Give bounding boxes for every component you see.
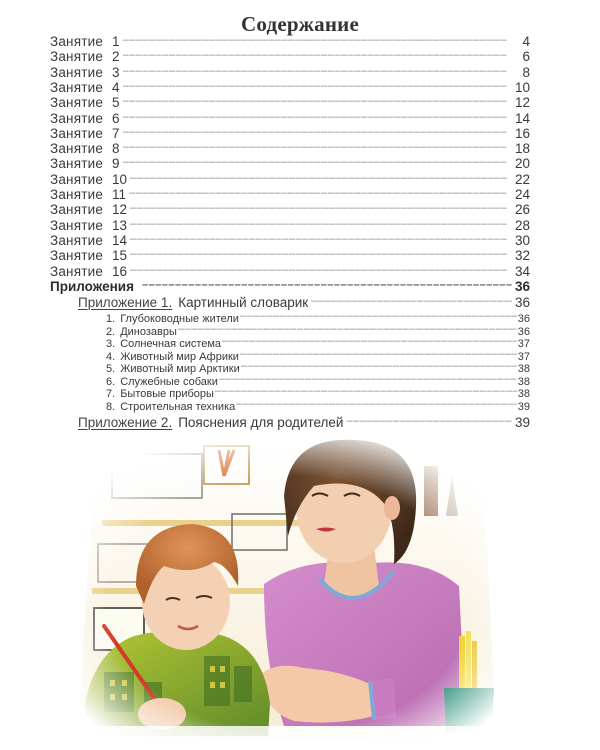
entry-label: Занятие xyxy=(50,232,104,248)
subentry-label: Глубоководные жители xyxy=(120,313,239,325)
entry-page: 36 xyxy=(514,279,530,294)
dot-leader xyxy=(130,247,507,262)
entry-number: 16 xyxy=(112,263,128,279)
dot-leader xyxy=(130,232,507,247)
dot-leader xyxy=(123,33,507,48)
entry-number: 5 xyxy=(112,95,120,111)
toc-entry-lesson-13[interactable] xyxy=(50,218,530,233)
toc-entry-lesson-6[interactable] xyxy=(50,111,530,126)
entry-label: Занятие xyxy=(50,64,104,80)
subentry-label: Животный мир Арктики xyxy=(120,363,240,375)
dot-leader xyxy=(311,293,512,309)
dot-leader xyxy=(346,413,512,429)
entry-page: 36 xyxy=(514,295,530,310)
toc-entry-lesson-1[interactable] xyxy=(50,34,530,49)
subentry-page: 38 xyxy=(517,363,530,375)
toc-entry-appendix-2[interactable] xyxy=(78,415,530,431)
subentry-label: Динозавры xyxy=(120,325,177,338)
entry-number: 9 xyxy=(112,156,120,172)
dot-leader xyxy=(123,110,507,125)
entry-label: Занятие xyxy=(50,171,104,187)
toc-entry-lesson-15[interactable] xyxy=(50,248,530,263)
dot-leader xyxy=(130,263,507,278)
subentry-index: 3. xyxy=(106,338,116,350)
toc-entry-lesson-5[interactable] xyxy=(50,95,530,110)
entry-page: 4 xyxy=(522,34,530,49)
entry-label: Занятие xyxy=(50,217,104,233)
toc-entry-lesson-3[interactable] xyxy=(50,65,530,80)
subentry-index: 8. xyxy=(106,400,116,413)
entry-page: 34 xyxy=(514,263,530,279)
appendix-2-link[interactable]: Приложение 2. xyxy=(78,415,173,430)
entry-number: 15 xyxy=(112,248,128,264)
toc-entry-lesson-7[interactable] xyxy=(50,126,530,141)
dot-leader xyxy=(130,171,507,186)
entry-label: Занятие xyxy=(50,202,104,218)
dot-leader xyxy=(123,155,507,170)
subentry-label: Солнечная система xyxy=(120,338,222,350)
subentry-page: 37 xyxy=(517,350,530,363)
page-title: Содержание xyxy=(241,12,359,36)
entry-page: 16 xyxy=(514,125,530,141)
subentry-index: 7. xyxy=(106,388,116,400)
entry-page: 28 xyxy=(514,217,530,233)
entry-page: 26 xyxy=(514,202,530,218)
subentry-page: 37 xyxy=(517,338,530,350)
subentry-label: Служебные собаки xyxy=(120,375,218,388)
subentry-page: 38 xyxy=(517,375,530,388)
toc-entry-lesson-10[interactable] xyxy=(50,172,530,187)
dot-leader xyxy=(123,125,507,140)
toc-entry-lesson-11[interactable] xyxy=(50,187,530,202)
toc-subentry-8[interactable] xyxy=(106,401,530,414)
entry-number: 11 xyxy=(112,187,127,202)
entry-page: 18 xyxy=(514,141,530,157)
toc-entry-lesson-4[interactable] xyxy=(50,80,530,95)
entry-page: 12 xyxy=(514,95,530,111)
entry-number: 12 xyxy=(112,202,128,218)
dot-leader xyxy=(222,335,517,348)
dot-leader xyxy=(123,140,507,155)
appendix-1-link[interactable]: Приложение 1. xyxy=(78,295,173,310)
entry-page: 8 xyxy=(522,64,530,80)
entry-page: 22 xyxy=(514,171,530,187)
entry-label: Занятие xyxy=(50,263,104,279)
entry-number: 13 xyxy=(112,217,128,233)
subentry-index: 6. xyxy=(106,375,116,388)
subentry-label: Бытовые приборы xyxy=(120,388,214,400)
entry-number: 2 xyxy=(112,49,120,65)
dot-leader xyxy=(215,385,517,398)
entry-page: 24 xyxy=(514,187,530,202)
entry-label: Занятие xyxy=(50,34,104,49)
entry-number: 10 xyxy=(112,171,128,187)
entry-page: 30 xyxy=(514,232,530,248)
entry-label: Картинный словарик xyxy=(178,295,309,310)
dot-leader xyxy=(178,323,517,336)
entry-label: Приложения xyxy=(50,279,134,294)
entry-label: Занятие xyxy=(50,141,104,157)
subentry-index: 1. xyxy=(106,313,116,325)
entry-label: Занятие xyxy=(50,156,104,172)
dot-leader xyxy=(241,360,517,373)
dot-leader xyxy=(123,48,507,63)
entry-page: 20 xyxy=(514,156,530,172)
entry-number: 3 xyxy=(112,64,120,80)
subentry-label: Строительная техника xyxy=(120,400,236,413)
entry-label: Занятие xyxy=(50,49,104,65)
entry-label: Занятие xyxy=(50,125,104,141)
dot-leader xyxy=(123,64,507,79)
toc-entry-lesson-8[interactable] xyxy=(50,141,530,156)
entry-label: Занятие xyxy=(50,110,104,126)
toc-entry-lesson-2[interactable] xyxy=(50,49,530,64)
toc-entry-lesson-14[interactable] xyxy=(50,233,530,248)
entry-page: 6 xyxy=(522,49,530,65)
entry-page: 39 xyxy=(514,415,530,430)
entry-number: 8 xyxy=(112,141,120,157)
subentry-label: Животный мир Африки xyxy=(120,350,239,363)
illustration-mother-and-son xyxy=(74,436,504,742)
entry-number: 14 xyxy=(112,232,128,248)
subentry-page: 38 xyxy=(517,388,530,400)
dot-leader xyxy=(240,348,517,361)
entry-page: 10 xyxy=(514,79,530,95)
dot-leader xyxy=(236,398,516,411)
entry-number: 7 xyxy=(112,125,120,141)
dot-leader xyxy=(240,310,517,323)
entry-label: Занятие xyxy=(50,79,104,95)
dot-leader xyxy=(142,277,512,293)
entry-page: 14 xyxy=(514,110,530,126)
entry-label: Занятие xyxy=(50,187,104,202)
toc-entry-lesson-9[interactable] xyxy=(50,156,530,171)
entry-number: 1 xyxy=(112,34,120,49)
dot-leader xyxy=(129,186,507,201)
subentry-index: 2. xyxy=(106,325,116,338)
subentry-index: 5. xyxy=(106,363,116,375)
entry-label: Пояснения для родителей xyxy=(178,415,344,430)
subentry-page: 39 xyxy=(517,400,530,413)
subentry-page: 36 xyxy=(517,325,530,338)
dot-leader xyxy=(123,94,507,109)
entry-page: 32 xyxy=(514,248,530,264)
entry-number: 4 xyxy=(112,79,120,95)
dot-leader xyxy=(219,373,517,386)
dot-leader xyxy=(123,79,507,94)
toc-entry-appendix-1[interactable] xyxy=(78,295,530,311)
entry-number: 6 xyxy=(112,110,120,126)
toc-entry-lesson-12[interactable] xyxy=(50,202,530,217)
dot-leader xyxy=(130,201,507,216)
subentry-index: 4. xyxy=(106,350,116,363)
subentry-page: 36 xyxy=(517,313,530,325)
dot-leader xyxy=(130,217,507,232)
entry-label: Занятие xyxy=(50,95,104,111)
entry-label: Занятие xyxy=(50,248,104,264)
